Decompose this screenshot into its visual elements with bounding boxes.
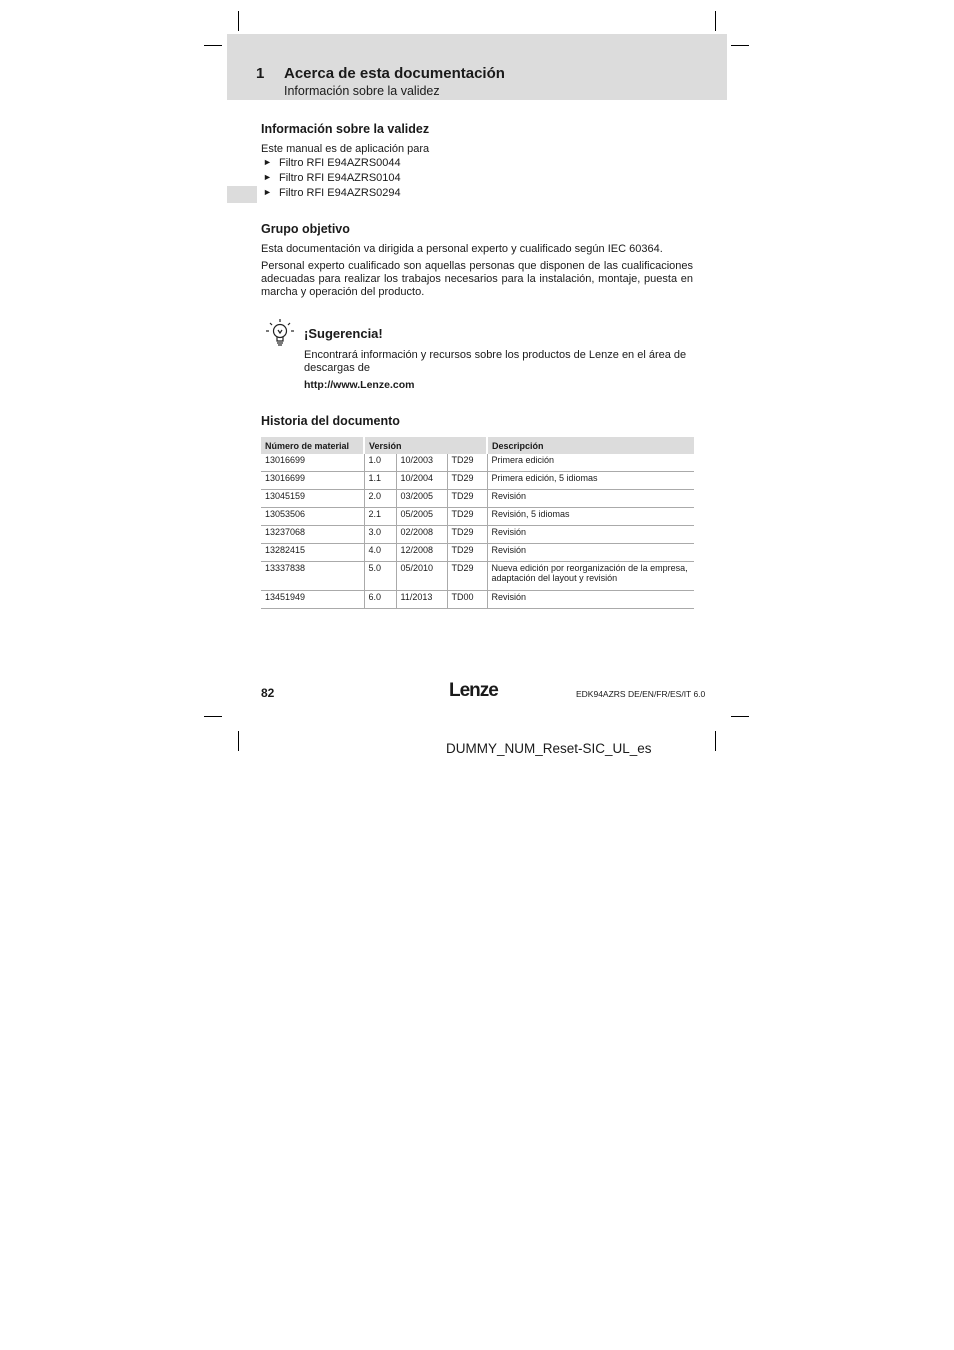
cell-code: TD29	[447, 454, 487, 472]
validity-intro: Este manual es de aplicación para	[261, 143, 430, 155]
cell-description: Primera edición, 5 idiomas	[487, 472, 694, 490]
cell-code: TD00	[447, 591, 487, 609]
cell-version: 4.0	[364, 544, 396, 562]
cell-material: 13053506	[261, 508, 364, 526]
cell-version: 2.1	[364, 508, 396, 526]
dummy-label: DUMMY_NUM_Reset-SIC_UL_es	[446, 741, 652, 756]
crop-mark	[238, 731, 239, 751]
column-header-material: Número de material	[261, 437, 364, 454]
cell-version: 5.0	[364, 562, 396, 591]
cell-version: 3.0	[364, 526, 396, 544]
cell-code: TD29	[447, 472, 487, 490]
chapter-number: 1	[256, 65, 265, 82]
list-item-text: Filtro RFI E94AZRS0044	[279, 157, 401, 169]
lenze-logo: Lenze	[449, 680, 498, 701]
cell-description: Primera edición	[487, 454, 694, 472]
cell-description: Revisión	[487, 526, 694, 544]
table-header-row	[261, 437, 694, 454]
crop-mark	[204, 716, 222, 717]
column-header-version: Versión	[364, 437, 487, 454]
table-row	[261, 454, 694, 472]
crop-mark	[731, 716, 749, 717]
validity-heading: Información sobre la validez	[261, 122, 430, 136]
cell-material: 13016699	[261, 454, 364, 472]
cell-material: 13016699	[261, 472, 364, 490]
cell-date: 10/2004	[396, 472, 447, 490]
lightbulb-icon	[265, 318, 295, 348]
target-group-heading: Grupo objetivo	[261, 222, 350, 236]
crop-mark	[204, 45, 222, 46]
list-item-text: Filtro RFI E94AZRS0294	[279, 187, 401, 199]
cell-material: 13451949	[261, 591, 364, 609]
cell-code: TD29	[447, 526, 487, 544]
arrow-right-icon: ►	[263, 172, 272, 182]
cell-material: 13237068	[261, 526, 364, 544]
crop-mark	[715, 11, 716, 31]
cell-code: TD29	[447, 562, 487, 591]
list-item-text: Filtro RFI E94AZRS0104	[279, 172, 401, 184]
cell-version: 2.0	[364, 490, 396, 508]
table-row	[261, 544, 694, 562]
table-row	[261, 508, 694, 526]
cell-material: 13045159	[261, 490, 364, 508]
history-table	[261, 437, 694, 609]
cell-date: 10/2003	[396, 454, 447, 472]
table-row	[261, 472, 694, 490]
cell-description: Revisión, 5 idiomas	[487, 508, 694, 526]
cell-version: 1.0	[364, 454, 396, 472]
arrow-right-icon: ►	[263, 157, 272, 167]
arrow-right-icon: ►	[263, 187, 272, 197]
chapter-title: Acerca de esta documentación	[284, 65, 505, 82]
cell-date: 12/2008	[396, 544, 447, 562]
page-number: 82	[261, 686, 275, 700]
crop-mark	[715, 731, 716, 751]
cell-date: 11/2013	[396, 591, 447, 609]
cell-description: Nueva edición por reorganización de la empresa, adaptación del layout y revisión	[487, 562, 694, 591]
history-heading: Historia del documento	[261, 414, 400, 428]
table-row	[261, 591, 694, 609]
table-row	[261, 526, 694, 544]
cell-description: Revisión	[487, 591, 694, 609]
cell-date: 02/2008	[396, 526, 447, 544]
cell-code: TD29	[447, 490, 487, 508]
target-group-para-1: Esta documentación va dirigida a personal experto y cualificado según IEC 60364.	[261, 243, 663, 255]
cell-material: 13337838	[261, 562, 364, 591]
document-code: EDK94AZRS DE/EN/FR/ES/IT 6.0	[576, 689, 706, 699]
column-header-description: Descripción	[487, 437, 694, 454]
cell-version: 6.0	[364, 591, 396, 609]
crop-mark	[238, 11, 239, 31]
cell-version: 1.1	[364, 472, 396, 490]
tip-text: Encontrará información y recursos sobre los productos de Lenze en el área de descargas de	[304, 349, 687, 374]
cell-material: 13282415	[261, 544, 364, 562]
cell-date: 05/2010	[396, 562, 447, 591]
chapter-subtitle: Información sobre la validez	[284, 84, 440, 98]
table-row	[261, 490, 694, 508]
cell-code: TD29	[447, 508, 487, 526]
cell-description: Revisión	[487, 490, 694, 508]
cell-code: TD29	[447, 544, 487, 562]
side-tab-marker	[227, 186, 257, 203]
cell-description: Revisión	[487, 544, 694, 562]
tip-title: ¡Sugerencia!	[304, 326, 383, 341]
target-group-para-2: Personal experto cualificado son aquellas personas que disponen de las cualificaciones adecuadas para realizar los trabajos necesarios para la instalación, montaje, puesta en marcha y operación del producto.	[261, 260, 693, 298]
cell-date: 03/2005	[396, 490, 447, 508]
table-row	[261, 562, 694, 591]
cell-date: 05/2005	[396, 508, 447, 526]
crop-mark	[731, 45, 749, 46]
lenze-url-link[interactable]: http://www.Lenze.com	[304, 379, 415, 391]
